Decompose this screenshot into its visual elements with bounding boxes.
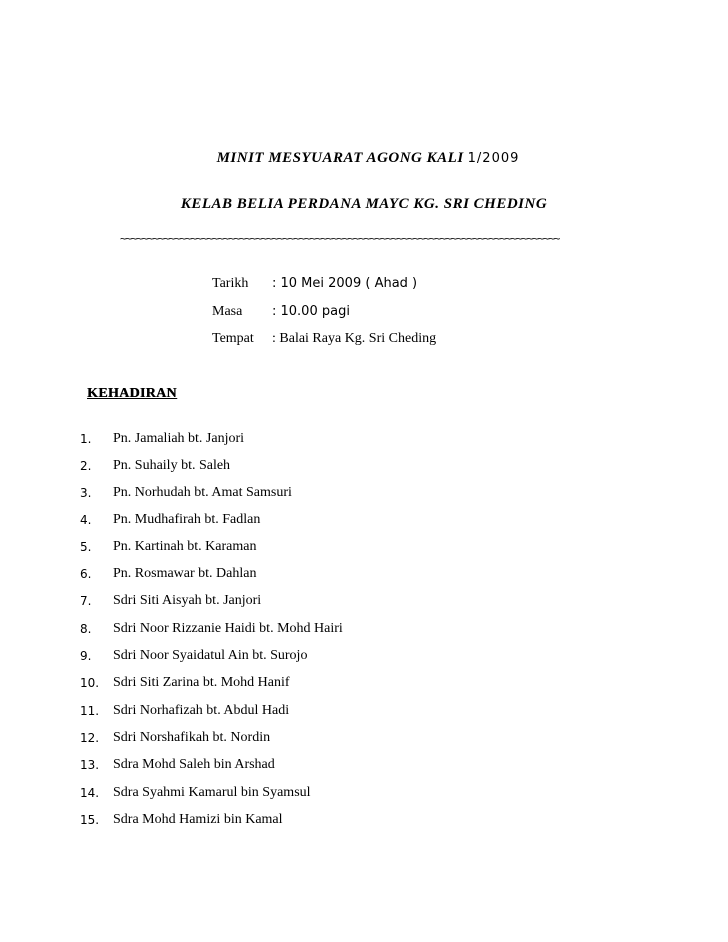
attendee-name: Pn. Kartinah bt. Karaman (113, 539, 257, 554)
attendee-name: Sdri Noor Syaidatul Ain bt. Surojo (113, 648, 308, 663)
attendee-name: Sdri Noor Rizzanie Haidi bt. Mohd Hairi (113, 621, 343, 636)
attendee-number: 9. (80, 649, 92, 663)
attendee-number: 5. (80, 540, 92, 554)
tilde-separator: ~~~~~~~~~~~~~~~~~~~~~~~~~~~~~~~~~~~~~~~~~~~~~~~~~~~~~~~~~~~~~~~~~~~~~~~~~~~~~~~~~ (120, 232, 560, 245)
meeting-venue-value: : Balai Raya Kg. Sri Cheding (272, 331, 437, 346)
attendee-number: 8. (80, 622, 92, 636)
attendee-name: Pn. Jamaliah bt. Janjori (113, 431, 245, 446)
attendee-name: Sdra Mohd Hamizi bin Kamal (113, 812, 283, 827)
minutes-title-number: 1/2009 (467, 151, 520, 166)
attendee-name: Pn. Suhaily bt. Saleh (113, 458, 231, 473)
meeting-date-label: Tarikh (212, 276, 249, 291)
meeting-time-value: : 10.00 pagi (272, 304, 350, 319)
attendee-name: Pn. Rosmawar bt. Dahlan (113, 566, 257, 581)
meeting-venue-label: Tempat (212, 331, 254, 346)
attendance-heading: KEHADIRAN (87, 386, 177, 401)
attendee-name: Sdra Mohd Saleh bin Arshad (113, 757, 275, 772)
attendee-number: 12. (80, 731, 100, 745)
attendee-name: Pn. Mudhafirah bt. Fadlan (113, 512, 261, 527)
attendee-number: 2. (80, 459, 92, 473)
attendee-number: 15. (80, 813, 100, 827)
meeting-time-label: Masa (212, 304, 243, 319)
attendee-number: 10. (80, 676, 100, 690)
attendee-number: 1. (80, 432, 92, 446)
attendee-number: 6. (80, 567, 92, 581)
attendee-name: Sdra Syahmi Kamarul bin Syamsul (113, 785, 311, 800)
attendee-number: 13. (80, 758, 100, 772)
attendee-name: Sdri Siti Aisyah bt. Janjori (113, 593, 262, 608)
attendee-name: Sdri Norhafizah bt. Abdul Hadi (113, 703, 290, 718)
attendee-number: 4. (80, 513, 92, 527)
club-name-title: KELAB BELIA PERDANA MAYC KG. SRI CHEDING (180, 196, 548, 212)
attendee-number: 7. (80, 594, 92, 608)
attendee-number: 3. (80, 486, 92, 500)
attendee-number: 14. (80, 786, 100, 800)
minutes-title-main: MINIT MESYUARAT AGONG KALI (216, 150, 464, 166)
attendee-name: Sdri Siti Zarina bt. Mohd Hanif (113, 675, 290, 690)
attendee-name: Sdri Norshafikah bt. Nordin (113, 730, 271, 745)
attendee-number: 11. (80, 704, 100, 718)
meeting-date-value: : 10 Mei 2009 ( Ahad ) (272, 276, 418, 291)
attendee-name: Pn. Norhudah bt. Amat Samsuri (113, 485, 292, 500)
